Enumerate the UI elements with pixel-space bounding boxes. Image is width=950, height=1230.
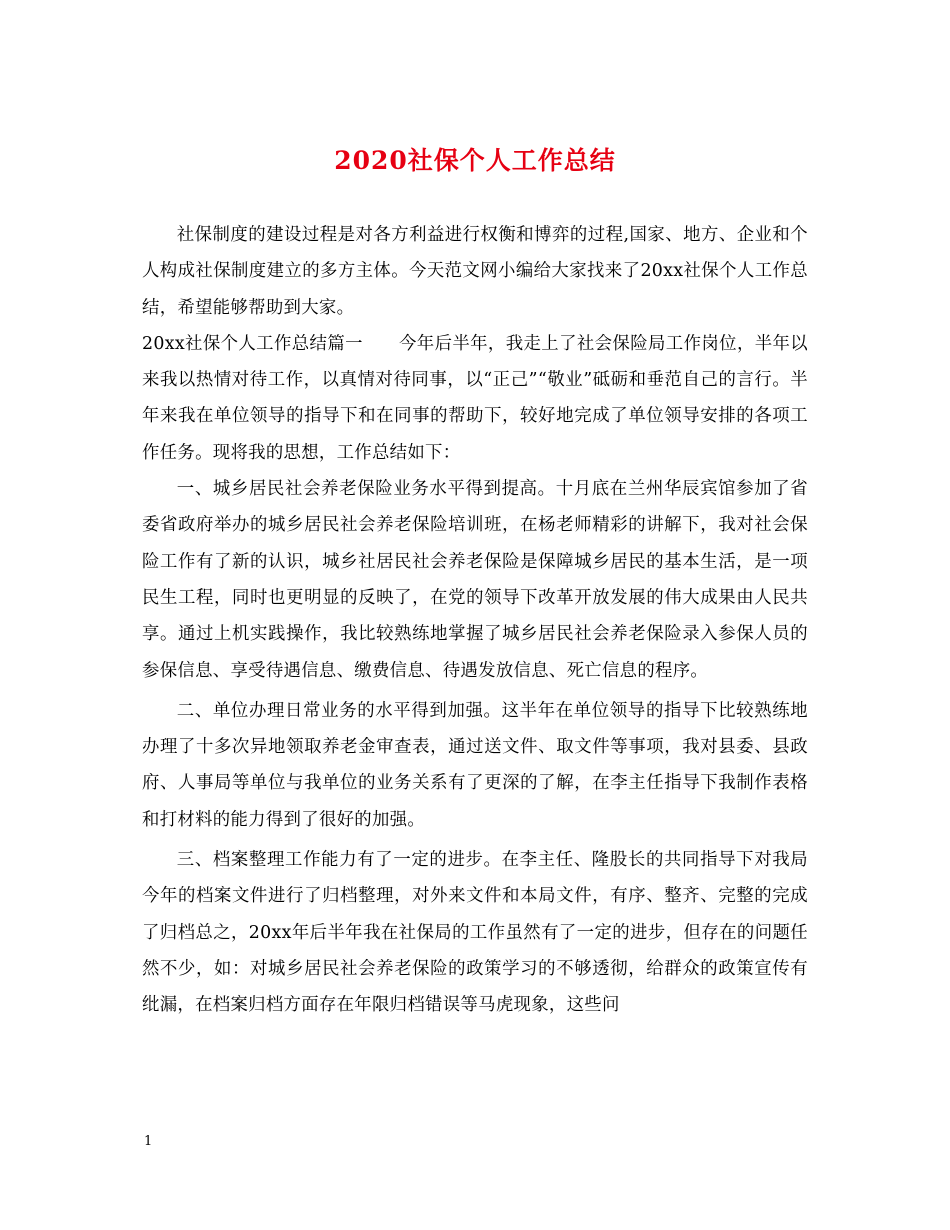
paragraph-section-one <box>142 326 808 471</box>
paragraph-point-two: 二、单位办理日常业务的水平得到加强。这半年在单位领导的指导下比较熟练地办理了十多次异地领取养老金审查表，通过送文件、取文件等事项，我对县委、县政府、人事局等单位与我单位的业务关系有了更深的了解，在李主任指导下我制作表格和打材料的能力得到了很好的加强。 <box>142 700 808 830</box>
section-heading: 20xx社保个人工作总结篇一 <box>142 333 363 354</box>
document-title: 2020社保个人工作总结 <box>334 146 616 175</box>
page-number: 1 <box>144 1134 153 1149</box>
paragraph-intro: 社保制度的建设过程是对各方利益进行权衡和博弈的过程,国家、地方、企业和个人构成社保制度建立的多方主体。今天范文网小编给大家找来了20xx社保个人工作总结，希望能够帮助到大家。 <box>142 225 808 318</box>
paragraph-point-one: 一、城乡居民社会养老保险业务水平得到提高。十月底在兰州华辰宾馆参加了省委省政府举办的城乡居民社会养老保险培训班，在杨老师精彩的讲解下，我对社会保险工作有了新的认识，城乡社居民社会养老保险是保障城乡居民的基本生活，是一项民生工程，同时也更明显的反映了，在党的领导下改革开放发展的伟大成果由人民共享。通过上机实践操作，我比较熟练地掌握了城乡居民社会养老保险录入参保人员的参保信息、享受待遇信息、缴费信息、待遇发放信息、死亡信息的程序。 <box>142 479 808 681</box>
paragraph-point-three: 三、档案整理工作能力有了一定的进步。在李主任、隆股长的共同指导下对我局今年的档案文件进行了归档整理，对外来文件和本局文件，有序、整齐、完整的完成了归档总之，20xx年后半年我在社保局的工作虽然有了一定的进步，但存在的问题任然不少，如：对城乡居民社会养老保险的政策学习的不够透彻，给群众的政策宣传有纰漏，在档案归档方面存在年限归档错误等马虎现象，这些问 <box>142 850 808 1016</box>
document-body <box>142 217 808 1024</box>
section-body: 今年后半年，我走上了社会保险局工作岗位，半年以来我以热情对待工作，以真情对待同事，以“正己”“敬业”砥砺和垂范自己的言行。半年来我在单位领导的指导下和在同事的帮助下，较好地完成了单位领导安排的各项工作任务。现将我的思想，工作总结如下： <box>142 333 808 463</box>
